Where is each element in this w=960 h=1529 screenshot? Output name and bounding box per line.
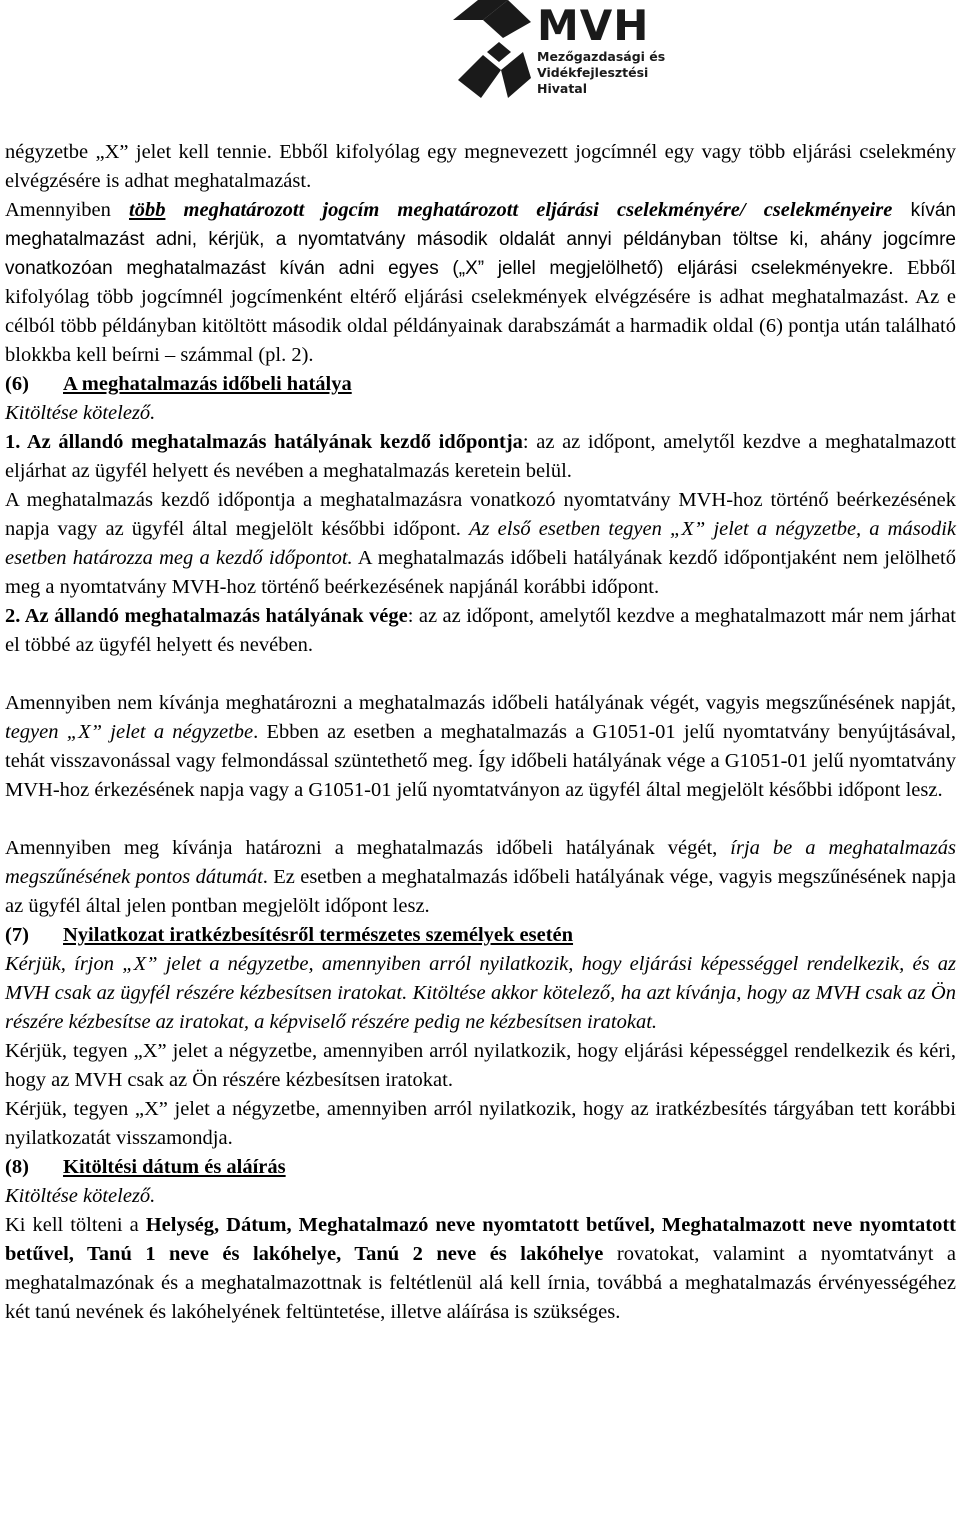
paragraph-end-date	[5, 602, 956, 660]
section-7-heading	[5, 921, 956, 950]
section-6-heading	[5, 370, 956, 399]
p6d-emphasis: tegyen „X” jelet a négyzetbe	[5, 721, 254, 743]
logo-abbr: MVH	[537, 1, 650, 50]
paragraph-delivery-only-client	[5, 950, 956, 1037]
p6d-text-a: Amennyiben nem kívánja meghatározni a meghatalmazás időbeli hatályának végét, vagyis megszűnésének napját,	[5, 692, 956, 714]
p7a-emphasis: Kérjük, írjon „X” jelet a négyzetbe, amennyiben arról nyilatkozik, hogy eljárási képességgel rendelkezik, és az MVH csak az ügyfél részére kézbesítsen iratokat. Kitöltése akkor kötelező, ha azt kívánja, hogy az MVH csak az Ön részére kézbesítse az iratokat, a képviselő részére pedig ne kézbesítsen iratokat.	[5, 953, 956, 1033]
p6d-text-c: . Ebben az esetben a meghatalmazás a G1051-01 jelű nyomtatvány benyújtásával, tehát visszavonással vagy felmondással szüntethető meg. Így időbeli hatályának vége a G1051-01 jelű nyomtatvány MVH-hoz érkezésének napja vagy a G1051-01 jelű nyomtatványon az ügyfél által megjelölt későbbi időpont lesz.	[5, 721, 956, 801]
logo-line-1: Mezőgazdasági és	[537, 49, 666, 64]
p8-text-c: rovatokat, valamint a nyomtatványt a meghatalmazónak és a meghatalmazottnak is feltétlenül alá kell írnia, továbbá a meghatalmazás érvényességéhez két tanú nevének és lakóhelyének feltüntetése, illetve aláírása is szükséges.	[5, 1243, 957, 1323]
paragraph-set-end-date	[5, 834, 956, 921]
p8-text-a: Ki kell tölteni a	[5, 1214, 146, 1236]
p6c-text: : az az időpont, amelytől kezdve a meghatalmazott már nem járhat el többé az ügyfél helyett és nevében.	[5, 605, 956, 656]
paragraph-intro-text: négyzetbe „X” jelet kell tennie. Ebből kifolyólag egy megnevezett jogcímnél egy vagy több eljárási cselekmény elvégzésére is adhat meghatalmazást.	[5, 141, 956, 192]
p6a-text: : az az időpont, amelytől kezdve a meghatalmazott eljárhat az ügyfél helyett és nevében a meghatalmazás keretein belül.	[5, 431, 956, 482]
section-6-number: (6)	[5, 373, 29, 395]
section-8-number: (8)	[5, 1156, 29, 1178]
p6e-text-c: . Ez esetben a meghatalmazás időbeli hatályának vége, vagyis megszűnésének napja az ügyfél által jelen pontban megjelölt időpont lesz.	[5, 866, 956, 917]
section-7-number: (7)	[5, 924, 29, 946]
paragraph-multiple-titles	[5, 196, 956, 370]
p7c-text: Kérjük, tegyen „X” jelet a négyzetbe, amennyiben arról nyilatkozik, hogy az iratkézbesítés tárgyában tett korábbi nyilatkozatát visszamondja.	[5, 1098, 956, 1149]
p6b-emphasis: Az első esetben tegyen „X” jelet a négyzetbe, a második esetben határozza meg a kezdő időpontot.	[5, 518, 956, 569]
paragraph-start-date	[5, 428, 956, 486]
spacer	[5, 805, 956, 834]
section-8-heading	[5, 1153, 956, 1182]
paragraph-delivery-request	[5, 1037, 956, 1095]
section-8-required	[5, 1182, 956, 1211]
logo-line-3: Hivatal	[537, 81, 588, 96]
logo-line-2: Vidékfejlesztési	[537, 65, 649, 80]
spacer	[5, 660, 956, 689]
p6b-text-a: A meghatalmazás kezdő időpontja a meghatalmazásra vonatkozó nyomtatvány MVH-hoz történő beérkezésének napja vagy az ügyfél által megjelölt későbbi időpont.	[5, 489, 956, 540]
p6b-text-c: A meghatalmazás időbeli hatályának kezdő időpontjaként nem jelölhető meg a nyomtatvány MVH-hoz történő beérkezésének napjánál korábbi időpont.	[5, 547, 956, 598]
p2-text-e: Ebből kifolyólag több jogcímnél jogcímenként eltérő eljárási cselekmények elvégzésére is adhat meghatalmazást. Az e célból több példányban kitöltött második oldal példányainak darabszámát a harmadik oldal (6) pontja után található blokkba kell beírni – számmal (pl. 2).	[5, 257, 956, 366]
section-8-required-text: Kitöltése kötelező.	[5, 1185, 156, 1207]
p6c-lead: 2. Az állandó meghatalmazás hatályának vége	[5, 605, 408, 627]
p2-emphasis-tobb: több	[129, 199, 166, 221]
p2-emphasis: meghatározott jogcím meghatározott eljárási cselekményére/ cselekményeire	[165, 199, 893, 221]
p8-fields: Helység, Dátum, Meghatalmazó neve nyomtatott betűvel, Meghatalmazott neve nyomtatott betűvel, Tanú 1 neve és lakóhelye, Tanú 2 neve és lakóhelye	[5, 1214, 956, 1265]
paragraph-no-end-date	[5, 689, 956, 805]
logo-wordmark	[537, 3, 665, 97]
p2-text-d: kíván meghatalmazást adni, kérjük, a nyomtatvány második oldalát annyi példányban töltse ki, ahány jogcímre vonatkozóan meghatalmazást kíván adni egyes („X” jellel megjelölhető) eljárási cselekményekre.	[5, 200, 956, 279]
section-6-required-text: Kitöltése kötelező.	[5, 402, 156, 424]
p2-text-a: Amennyiben	[5, 199, 129, 221]
section-7-title: Nyilatkozat iratkézbesítésről természetes személyek esetén	[63, 924, 574, 946]
paragraph-intro	[5, 138, 956, 196]
paragraph-signature	[5, 1211, 956, 1327]
p6a-lead: 1. Az állandó meghatalmazás hatályának kezdő időpontja	[5, 431, 523, 453]
section-6-required	[5, 399, 956, 428]
section-6-title: A meghatalmazás időbeli hatálya	[63, 373, 352, 395]
paragraph-delivery-revoke	[5, 1095, 956, 1153]
p6e-text-a: Amennyiben meg kívánja határozni a meghatalmazás időbeli hatályának végét,	[5, 837, 731, 859]
document-body	[5, 138, 956, 1327]
p6e-emphasis: írja be a meghatalmazás megszűnésének pontos dátumát	[5, 837, 957, 888]
p7b-text: Kérjük, tegyen „X” jelet a négyzetbe, amennyiben arról nyilatkozik, hogy eljárási képességgel rendelkezik és kéri, hogy az MVH csak az Ön részére kézbesítsen iratokat.	[5, 1040, 956, 1091]
paragraph-start-date-details	[5, 486, 956, 602]
section-8-title: Kitöltési dátum és aláírás	[63, 1156, 286, 1178]
